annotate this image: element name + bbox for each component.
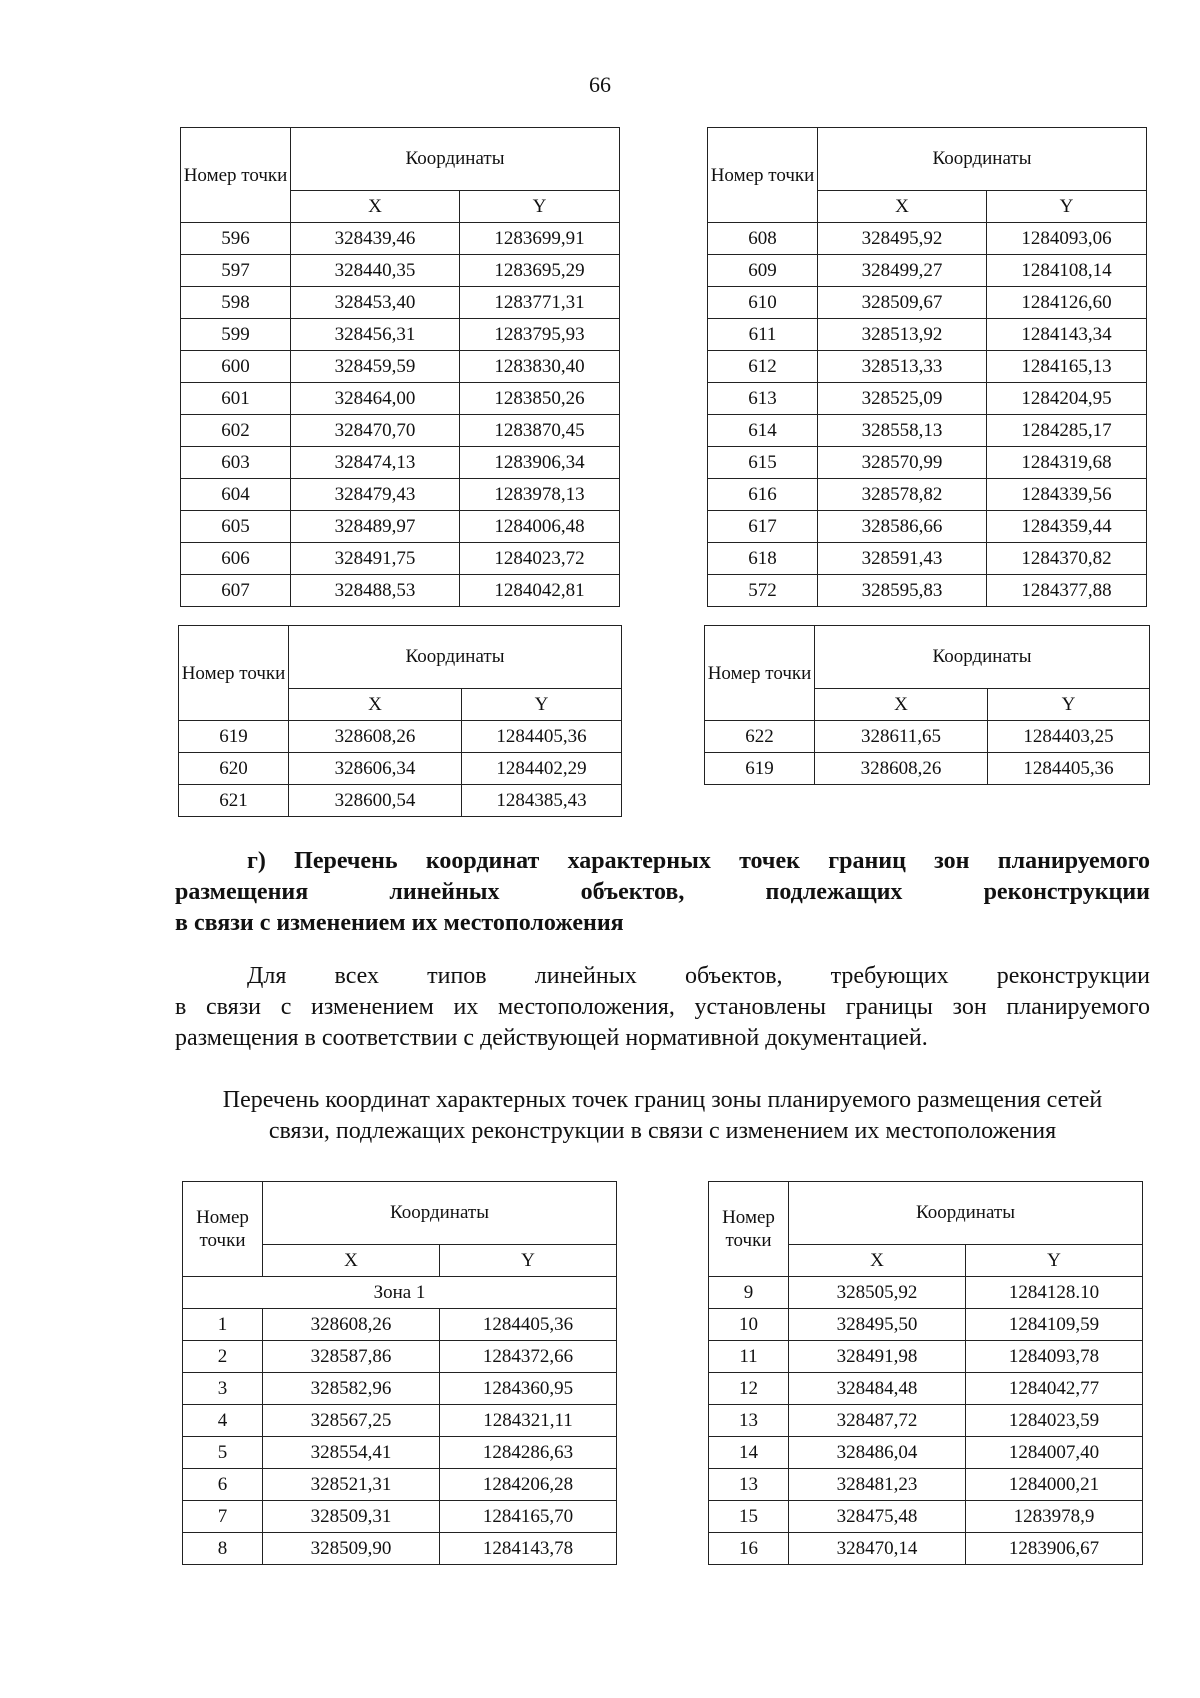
point-number: 15 [709,1501,789,1533]
point-number: 613 [708,383,818,415]
x-axis-header: X [291,191,460,223]
y-coordinate: 1284370,82 [987,543,1147,575]
point-number-header: Номер точки [179,626,289,721]
x-coordinate: 328495,50 [789,1309,966,1341]
x-coordinate: 328608,26 [289,721,462,753]
point-number-header: Номер точки [709,1182,789,1277]
y-coordinate: 1284377,88 [987,575,1147,607]
table-row [708,575,1147,607]
point-number: 5 [183,1437,263,1469]
y-coordinate: 1284042,81 [460,575,620,607]
list-title-line: связи, подлежащих реконструкции в связи с изменением их местоположения [268,1118,1057,1144]
point-number: 618 [708,543,818,575]
point-number: 1 [183,1309,263,1341]
table-row [183,1437,617,1469]
point-number: 601 [181,383,291,415]
point-number: 619 [179,721,289,753]
table-row [705,721,1150,753]
point-number-header: Номер точки [705,626,815,721]
y-coordinate: 1284042,77 [966,1373,1143,1405]
table-row [709,1405,1143,1437]
coordinates-table-2 [707,127,1147,607]
x-coordinate: 328611,65 [815,721,988,753]
x-coordinate: 328487,72 [789,1405,966,1437]
point-number: 7 [183,1501,263,1533]
body-paragraph-line: в связи с изменением их местоположения, установлены границы зон планируемого [175,994,1150,1020]
table-row [709,1501,1143,1533]
table-row [709,1341,1143,1373]
coordinates-header: Координаты [263,1182,617,1245]
x-axis-header: X [815,689,988,721]
table-row [183,1501,617,1533]
table-row [183,1373,617,1405]
y-coordinate: 1283699,91 [460,223,620,255]
point-number: 608 [708,223,818,255]
point-number: 3 [183,1373,263,1405]
table-row [181,383,620,415]
coordinates-table-1 [180,127,620,607]
x-coordinate: 328587,86 [263,1341,440,1373]
table-row [183,1533,617,1565]
point-number: 616 [708,479,818,511]
y-coordinate: 1284206,28 [440,1469,617,1501]
body-paragraph-line: размещения в соответствии с действующей нормативной документацией. [175,1025,928,1051]
y-coordinate: 1284405,36 [462,721,622,753]
x-coordinate: 328475,48 [789,1501,966,1533]
x-coordinate: 328558,13 [818,415,987,447]
point-number: 572 [708,575,818,607]
point-number: 10 [709,1309,789,1341]
x-coordinate: 328474,13 [291,447,460,479]
coordinates-header: Координаты [789,1182,1143,1245]
table-row [179,785,622,817]
x-axis-header: X [818,191,987,223]
y-coordinate: 1284321,11 [440,1405,617,1437]
table-row [181,575,620,607]
x-coordinate: 328513,92 [818,319,987,351]
x-axis-header: X [263,1245,440,1277]
x-coordinate: 328479,43 [291,479,460,511]
table-row [708,351,1147,383]
x-coordinate: 328439,46 [291,223,460,255]
coordinates-table-4 [704,625,1150,785]
point-number: 622 [705,721,815,753]
table-row [181,415,620,447]
x-coordinate: 328509,67 [818,287,987,319]
section-heading [175,846,1150,939]
x-coordinate: 328484,48 [789,1373,966,1405]
point-number: 607 [181,575,291,607]
x-coordinate: 328578,82 [818,479,987,511]
point-number: 11 [709,1341,789,1373]
point-number: 614 [708,415,818,447]
section-heading-line: г) Перечень координат характерных точек границ зон планируемого [247,848,1150,874]
point-number: 620 [179,753,289,785]
y-coordinate: 1284109,59 [966,1309,1143,1341]
x-coordinate: 328505,92 [789,1277,966,1309]
table-row [183,1341,617,1373]
x-coordinate: 328495,92 [818,223,987,255]
page-number: 66 [589,72,611,97]
y-coordinate: 1284023,72 [460,543,620,575]
point-number: 612 [708,351,818,383]
table-row [181,319,620,351]
table-row [708,319,1147,351]
point-number: 13 [709,1469,789,1501]
x-coordinate: 328570,99 [818,447,987,479]
x-coordinate: 328525,09 [818,383,987,415]
x-coordinate: 328464,00 [291,383,460,415]
y-coordinate: 1284405,36 [440,1309,617,1341]
point-number: 596 [181,223,291,255]
point-number: 609 [708,255,818,287]
list-title [170,1085,1155,1147]
y-coordinate: 1284007,40 [966,1437,1143,1469]
point-number: 597 [181,255,291,287]
table-row [181,447,620,479]
point-number-header: Номер точки [181,128,291,223]
point-number: 617 [708,511,818,543]
x-coordinate: 328567,25 [263,1405,440,1437]
table-row [708,383,1147,415]
coordinates-header: Координаты [815,626,1150,689]
table-row [181,351,620,383]
y-coordinate: 1283795,93 [460,319,620,351]
point-number: 606 [181,543,291,575]
table-row [183,1405,617,1437]
x-coordinate: 328453,40 [291,287,460,319]
point-number: 604 [181,479,291,511]
y-coordinate: 1284128.10 [966,1277,1143,1309]
y-coordinate: 1284285,17 [987,415,1147,447]
y-coordinate: 1284023,59 [966,1405,1143,1437]
point-number: 610 [708,287,818,319]
y-axis-header: Y [966,1245,1143,1277]
y-coordinate: 1284093,78 [966,1341,1143,1373]
x-coordinate: 328600,54 [289,785,462,817]
y-coordinate: 1284402,29 [462,753,622,785]
x-coordinate: 328440,35 [291,255,460,287]
table-row [179,753,622,785]
y-coordinate: 1283978,13 [460,479,620,511]
y-coordinate: 1283695,29 [460,255,620,287]
table-row [181,479,620,511]
y-coordinate: 1283978,9 [966,1501,1143,1533]
x-coordinate: 328595,83 [818,575,987,607]
point-number: 8 [183,1533,263,1565]
y-coordinate: 1284385,43 [462,785,622,817]
x-coordinate: 328488,53 [291,575,460,607]
y-coordinate: 1283870,45 [460,415,620,447]
y-coordinate: 1284359,44 [987,511,1147,543]
coordinates-header: Координаты [291,128,620,191]
body-paragraph [175,961,1150,1054]
y-coordinate: 1284339,56 [987,479,1147,511]
coordinates-table-5 [182,1181,617,1565]
coordinates-header: Координаты [818,128,1147,191]
y-axis-header: Y [460,191,620,223]
x-coordinate: 328582,96 [263,1373,440,1405]
point-number: 603 [181,447,291,479]
x-coordinate: 328456,31 [291,319,460,351]
point-number: 13 [709,1405,789,1437]
x-coordinate: 328509,90 [263,1533,440,1565]
table-row [181,255,620,287]
table-row [181,287,620,319]
y-coordinate: 1283906,34 [460,447,620,479]
y-coordinate: 1284360,95 [440,1373,617,1405]
y-axis-header: Y [440,1245,617,1277]
y-coordinate: 1283771,31 [460,287,620,319]
x-axis-header: X [289,689,462,721]
point-number-header: Номер точки [708,128,818,223]
table-row [708,415,1147,447]
point-number: 2 [183,1341,263,1373]
y-coordinate: 1284165,13 [987,351,1147,383]
x-coordinate: 328608,26 [263,1309,440,1341]
y-coordinate: 1284319,68 [987,447,1147,479]
x-coordinate: 328481,23 [789,1469,966,1501]
table-row [708,255,1147,287]
y-coordinate: 1284093,06 [987,223,1147,255]
table-row [709,1469,1143,1501]
table-row [709,1373,1143,1405]
point-number: 9 [709,1277,789,1309]
table-row [709,1277,1143,1309]
table-row [179,721,622,753]
y-coordinate: 1284165,70 [440,1501,617,1533]
x-coordinate: 328491,75 [291,543,460,575]
point-number: 621 [179,785,289,817]
x-coordinate: 328513,33 [818,351,987,383]
x-coordinate: 328470,14 [789,1533,966,1565]
x-axis-header: X [789,1245,966,1277]
y-coordinate: 1284405,36 [988,753,1150,785]
x-coordinate: 328554,41 [263,1437,440,1469]
table-row [709,1533,1143,1565]
y-coordinate: 1284006,48 [460,511,620,543]
point-number: 602 [181,415,291,447]
table-row [183,1309,617,1341]
x-coordinate: 328586,66 [818,511,987,543]
x-coordinate: 328470,70 [291,415,460,447]
x-coordinate: 328509,31 [263,1501,440,1533]
list-title-line: Перечень координат характерных точек границ зоны планируемого размещения сетей [222,1087,1103,1113]
point-number: 611 [708,319,818,351]
y-axis-header: Y [987,191,1147,223]
zone-row [183,1277,617,1309]
table-row [181,511,620,543]
y-coordinate: 1284286,63 [440,1437,617,1469]
point-number: 615 [708,447,818,479]
y-coordinate: 1283850,26 [460,383,620,415]
y-axis-header: Y [462,689,622,721]
y-coordinate: 1284126,60 [987,287,1147,319]
y-coordinate: 1284403,25 [988,721,1150,753]
y-coordinate: 1284143,34 [987,319,1147,351]
y-coordinate: 1284000,21 [966,1469,1143,1501]
table-row [183,1469,617,1501]
point-number: 12 [709,1373,789,1405]
x-coordinate: 328486,04 [789,1437,966,1469]
x-coordinate: 328499,27 [818,255,987,287]
x-coordinate: 328608,26 [815,753,988,785]
y-coordinate: 1284204,95 [987,383,1147,415]
point-number: 605 [181,511,291,543]
x-coordinate: 328489,97 [291,511,460,543]
x-coordinate: 328606,34 [289,753,462,785]
y-coordinate: 1284143,78 [440,1533,617,1565]
x-coordinate: 328491,98 [789,1341,966,1373]
section-heading-line: размещения линейных объектов, подлежащих реконструкции [175,879,1150,905]
table-row [708,479,1147,511]
table-row [705,753,1150,785]
point-number: 599 [181,319,291,351]
point-number: 4 [183,1405,263,1437]
coordinates-header: Координаты [289,626,622,689]
section-heading-line: в связи с изменением их местоположения [175,910,624,936]
y-coordinate: 1284372,66 [440,1341,617,1373]
table-row [181,223,620,255]
point-number: 6 [183,1469,263,1501]
table-row [708,511,1147,543]
body-paragraph-line: Для всех типов линейных объектов, требующих реконструкции [247,963,1150,989]
y-coordinate: 1283830,40 [460,351,620,383]
coordinates-table-6 [708,1181,1143,1565]
point-number-header: Номер точки [183,1182,263,1277]
point-number: 619 [705,753,815,785]
table-row [708,287,1147,319]
point-number: 14 [709,1437,789,1469]
table-row [708,223,1147,255]
point-number: 598 [181,287,291,319]
y-axis-header: Y [988,689,1150,721]
point-number: 16 [709,1533,789,1565]
x-coordinate: 328521,31 [263,1469,440,1501]
point-number: 600 [181,351,291,383]
table-row [709,1437,1143,1469]
table-row [708,543,1147,575]
table-row [708,447,1147,479]
coordinates-table-3 [178,625,622,817]
table-row [709,1309,1143,1341]
x-coordinate: 328591,43 [818,543,987,575]
x-coordinate: 328459,59 [291,351,460,383]
y-coordinate: 1283906,67 [966,1533,1143,1565]
y-coordinate: 1284108,14 [987,255,1147,287]
table-row [181,543,620,575]
zone-label: Зона 1 [183,1277,617,1309]
